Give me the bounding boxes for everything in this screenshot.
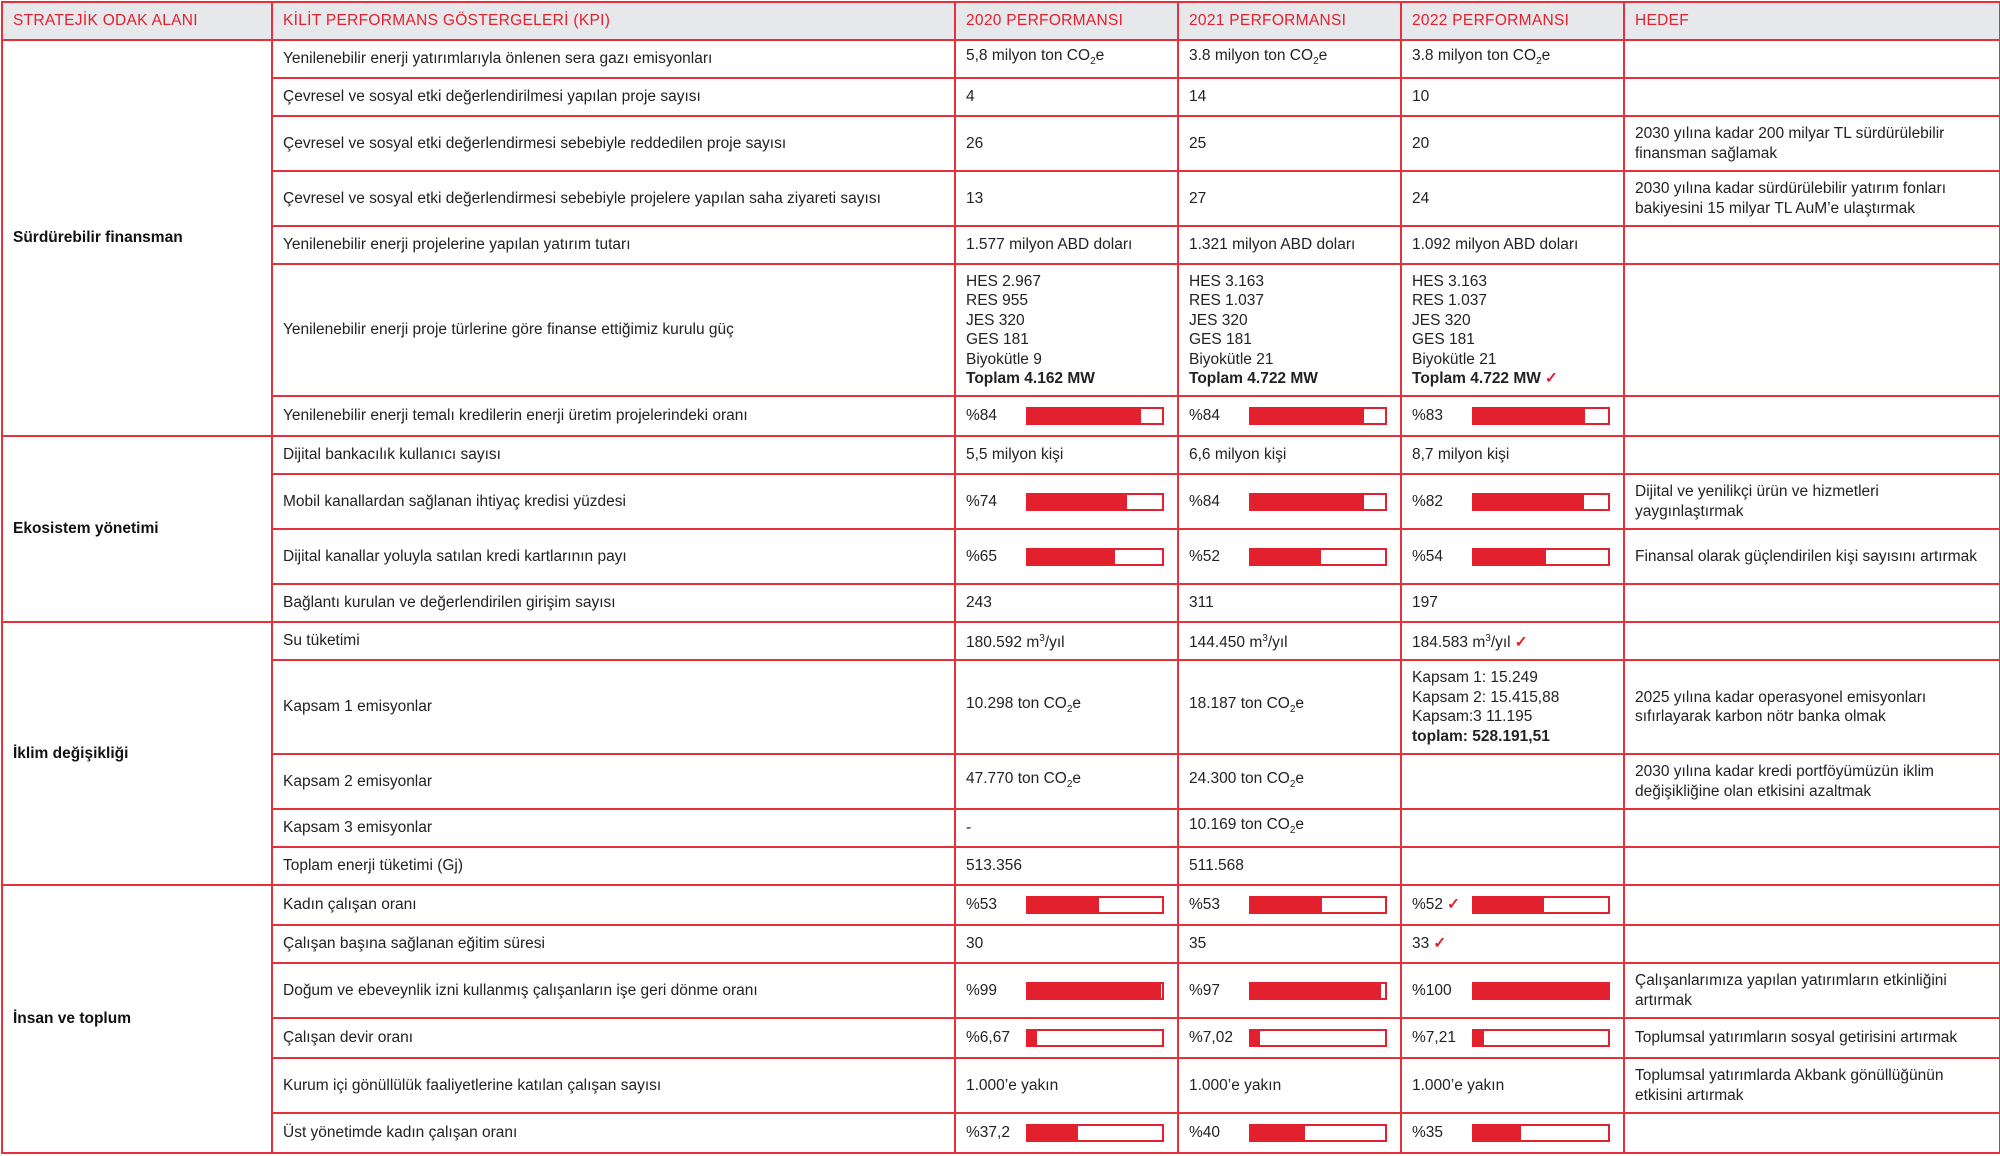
- check-icon: ✓: [1544, 370, 1558, 387]
- kpi-table: [1, 1, 2000, 1154]
- value-2021: HES 3.163 RES 1.037 JES 320 GES 181 Biyokütle 21 Toplam 4.722 MW: [1178, 264, 1401, 396]
- table-row: [2, 396, 2000, 436]
- value-2021: %53: [1178, 885, 1401, 925]
- area-people: İnsan ve toplum: [2, 885, 272, 1153]
- value-2021: %84: [1178, 474, 1401, 529]
- value-2021: 3.8 milyon ton $CO_2e$: [1178, 40, 1401, 78]
- progress-bar: [1026, 548, 1164, 566]
- area-ecosystem: Ekosistem yönetimi: [2, 436, 272, 622]
- value-2022: %52 ✓: [1401, 885, 1624, 925]
- kpi-cell: Çalışan başına sağlanan eğitim süresi: [272, 925, 955, 963]
- kpi-cell: Bağlantı kurulan ve değerlendirilen girişim sayısı: [272, 584, 955, 622]
- table-row: [2, 474, 2000, 529]
- check-icon: ✓: [1433, 935, 1447, 953]
- target-cell: [1624, 809, 2000, 847]
- progress-bar: [1472, 548, 1610, 566]
- target-cell: Dijital ve yenilikçi ürün ve hizmetleri yaygınlaştırmak: [1624, 474, 2000, 529]
- table-row: [2, 622, 2000, 660]
- table-row: [2, 847, 2000, 885]
- progress-bar: [1472, 982, 1610, 1000]
- kpi-cell: Kadın çalışan oranı: [272, 885, 955, 925]
- table-row: [2, 963, 2000, 1018]
- value-2022: 1.000’e yakın: [1401, 1058, 1624, 1113]
- value-2021: 311: [1178, 584, 1401, 622]
- progress-bar: [1026, 407, 1164, 425]
- table-row: [2, 809, 2000, 847]
- value-2020: %74: [955, 474, 1178, 529]
- target-cell: [1624, 264, 2000, 396]
- value-2021: 35: [1178, 925, 1401, 963]
- value-2022: %7,21: [1401, 1018, 1624, 1058]
- kpi-cell: Yenilenebilir enerji projelerine yapılan yatırım tutarı: [272, 226, 955, 264]
- progress-bar: [1026, 982, 1164, 1000]
- target-cell: Toplumsal yatırımların sosyal getirisini artırmak: [1624, 1018, 2000, 1058]
- header-row: [2, 2, 2000, 40]
- value-2020: %99: [955, 963, 1178, 1018]
- progress-bar: [1249, 1124, 1387, 1142]
- table-row: [2, 584, 2000, 622]
- value-2020: 47.770 ton $CO_2e$: [955, 754, 1178, 809]
- table-row: [2, 40, 2000, 78]
- value-2020: 13: [955, 171, 1178, 226]
- value-2020: 180.592 $m^3$/yıl: [955, 622, 1178, 660]
- value-2022: 3.8 milyon ton $CO_2e$: [1401, 40, 1624, 78]
- value-2021: 511.568: [1178, 847, 1401, 885]
- kpi-cell: Dijital bankacılık kullanıcı sayısı: [272, 436, 955, 474]
- value-2021: 6,6 milyon kişi: [1178, 436, 1401, 474]
- value-2020: 10.298 ton $CO_2e$: [955, 660, 1178, 754]
- value-2021: 144.450 $m^3$/yıl: [1178, 622, 1401, 660]
- check-icon: ✓: [1514, 634, 1528, 652]
- target-cell: [1624, 40, 2000, 78]
- target-cell: 2025 yılına kadar operasyonel emisyonları sıfırlayarak karbon nötr banka olmak: [1624, 660, 2000, 754]
- progress-bar: [1249, 896, 1387, 914]
- target-cell: [1624, 584, 2000, 622]
- progress-bar: [1249, 1029, 1387, 1047]
- value-2021: 24.300 ton $CO_2e$: [1178, 754, 1401, 809]
- value-2020: HES 2.967 RES 955 JES 320 GES 181 Biyokütle 9 Toplam 4.162 MW: [955, 264, 1178, 396]
- value-2021: %97: [1178, 963, 1401, 1018]
- table-row: [2, 1113, 2000, 1153]
- header-2021: 2021 PERFORMANSI: [1178, 2, 1401, 40]
- value-2020: 1.577 milyon ABD doları: [955, 226, 1178, 264]
- value-2021: %7,02: [1178, 1018, 1401, 1058]
- kpi-cell: Toplam enerji tüketimi (Gj): [272, 847, 955, 885]
- table-row: [2, 1058, 2000, 1113]
- area-climate: İklim değişikliği: [2, 622, 272, 885]
- target-cell: 2030 yılına kadar kredi portföyümüzün iklim değişikliğine olan etkisini azaltmak: [1624, 754, 2000, 809]
- value-2020: 243: [955, 584, 1178, 622]
- kpi-cell: Yenilenebilir enerji proje türlerine göre finanse ettiğimiz kurulu güç: [272, 264, 955, 396]
- value-2022: %54: [1401, 529, 1624, 584]
- target-cell: [1624, 1113, 2000, 1153]
- value-2020: 4: [955, 78, 1178, 116]
- kpi-cell: Üst yönetimde kadın çalışan oranı: [272, 1113, 955, 1153]
- value-2022: [1401, 847, 1624, 885]
- value-2020: %53: [955, 885, 1178, 925]
- progress-bar: [1026, 896, 1164, 914]
- value-2022: 184.583 $m^3$/yıl ✓: [1401, 622, 1624, 660]
- progress-bar: [1472, 896, 1610, 914]
- progress-bar: [1026, 1029, 1164, 1047]
- progress-bar: [1249, 982, 1387, 1000]
- table-row: [2, 529, 2000, 584]
- value-2022: 197: [1401, 584, 1624, 622]
- progress-bar: [1026, 493, 1164, 511]
- kpi-cell: Kapsam 2 emisyonlar: [272, 754, 955, 809]
- value-2022: %82: [1401, 474, 1624, 529]
- value-2020: 513.356: [955, 847, 1178, 885]
- kpi-cell: Yenilenebilir enerji temalı kredilerin enerji üretim projelerindeki oranı: [272, 396, 955, 436]
- header-area: STRATEJİK ODAK ALANI: [2, 2, 272, 40]
- value-2021: 25: [1178, 116, 1401, 171]
- kpi-cell: Doğum ve ebeveynlik izni kullanmış çalışanların işe geri dönme oranı: [272, 963, 955, 1018]
- target-cell: [1624, 226, 2000, 264]
- value-2022: [1401, 754, 1624, 809]
- area-sustainable-finance: Sürdürebilir finansman: [2, 40, 272, 436]
- value-2020: -: [955, 809, 1178, 847]
- value-2020: 26: [955, 116, 1178, 171]
- header-2022: 2022 PERFORMANSI: [1401, 2, 1624, 40]
- target-cell: 2030 yılına kadar 200 milyar TL sürdürülebilir finansman sağlamak: [1624, 116, 2000, 171]
- table-row: [2, 116, 2000, 171]
- table-row: [2, 885, 2000, 925]
- value-2022: 8,7 milyon kişi: [1401, 436, 1624, 474]
- value-2022: 1.092 milyon ABD doları: [1401, 226, 1624, 264]
- value-2022: 10: [1401, 78, 1624, 116]
- value-2021: 1.321 milyon ABD doları: [1178, 226, 1401, 264]
- target-cell: Toplumsal yatırımlarda Akbank gönüllüğünün etkisini artırmak: [1624, 1058, 2000, 1113]
- value-2020: %37,2: [955, 1113, 1178, 1153]
- kpi-cell: Çevresel ve sosyal etki değerlendirilmesi yapılan proje sayısı: [272, 78, 955, 116]
- value-2022: [1401, 809, 1624, 847]
- value-2021: 10.169 ton $CO_2e$: [1178, 809, 1401, 847]
- progress-bar: [1249, 493, 1387, 511]
- table-row: [2, 78, 2000, 116]
- table-row: [2, 660, 2000, 754]
- progress-bar: [1249, 407, 1387, 425]
- kpi-cell: Kapsam 3 emisyonlar: [272, 809, 955, 847]
- table-row: [2, 171, 2000, 226]
- progress-bar: [1472, 493, 1610, 511]
- kpi-cell: Yenilenebilir enerji yatırımlarıyla önlenen sera gazı emisyonları: [272, 40, 955, 78]
- target-cell: [1624, 847, 2000, 885]
- progress-bar: [1472, 1029, 1610, 1047]
- value-2021: 27: [1178, 171, 1401, 226]
- kpi-cell: Çevresel ve sosyal etki değerlendirmesi sebebiyle reddedilen proje sayısı: [272, 116, 955, 171]
- value-2022: HES 3.163 RES 1.037 JES 320 GES 181 Biyokütle 21 Toplam 4.722 MW ✓: [1401, 264, 1624, 396]
- header-2020: 2020 PERFORMANSI: [955, 2, 1178, 40]
- progress-bar: [1249, 548, 1387, 566]
- kpi-cell: Su tüketimi: [272, 622, 955, 660]
- table-row: [2, 226, 2000, 264]
- kpi-cell: Kapsam 1 emisyonlar: [272, 660, 955, 754]
- value-2022: %35: [1401, 1113, 1624, 1153]
- value-2022: Kapsam 1: 15.249 Kapsam 2: 15.415,88 Kapsam:3 11.195 toplam: 528.191,51: [1401, 660, 1624, 754]
- value-2021: 18.187 ton $CO_2e$: [1178, 660, 1401, 754]
- target-cell: [1624, 925, 2000, 963]
- progress-bar: [1472, 1124, 1610, 1142]
- target-cell: [1624, 885, 2000, 925]
- header-target: HEDEF: [1624, 2, 2000, 40]
- value-2021: %40: [1178, 1113, 1401, 1153]
- target-cell: [1624, 622, 2000, 660]
- value-2022: 24: [1401, 171, 1624, 226]
- value-2020: %6,67: [955, 1018, 1178, 1058]
- target-cell: 2030 yılına kadar sürdürülebilir yatırım fonları bakiyesini 15 milyar TL AuM’e ulaştırmak: [1624, 171, 2000, 226]
- kpi-cell: Çalışan devir oranı: [272, 1018, 955, 1058]
- target-cell: [1624, 78, 2000, 116]
- target-cell: Finansal olarak güçlendirilen kişi sayısını artırmak: [1624, 529, 2000, 584]
- kpi-cell: Çevresel ve sosyal etki değerlendirmesi sebebiyle projelere yapılan saha ziyareti sayısı: [272, 171, 955, 226]
- value-2021: %84: [1178, 396, 1401, 436]
- value-2022: 20: [1401, 116, 1624, 171]
- table-row: [2, 754, 2000, 809]
- target-cell: Çalışanlarımıza yapılan yatırımların etkinliğini artırmak: [1624, 963, 2000, 1018]
- value-2022: %83: [1401, 396, 1624, 436]
- value-2020: 5,8 milyon ton $CO_2e$: [955, 40, 1178, 78]
- table-row: [2, 925, 2000, 963]
- kpi-cell: Mobil kanallardan sağlanan ihtiyaç kredisi yüzdesi: [272, 474, 955, 529]
- value-2020: 5,5 milyon kişi: [955, 436, 1178, 474]
- value-2021: 1.000’e yakın: [1178, 1058, 1401, 1113]
- check-icon: ✓: [1447, 896, 1461, 914]
- kpi-cell: Kurum içi gönüllülük faaliyetlerine katılan çalışan sayısı: [272, 1058, 955, 1113]
- table-row: [2, 1018, 2000, 1058]
- value-2021: 14: [1178, 78, 1401, 116]
- progress-bar: [1472, 407, 1610, 425]
- value-2022: %100: [1401, 963, 1624, 1018]
- target-cell: [1624, 436, 2000, 474]
- header-kpi: KİLİT PERFORMANS GÖSTERGELERİ (KPI): [272, 2, 955, 40]
- value-2020: 1.000’e yakın: [955, 1058, 1178, 1113]
- kpi-cell: Dijital kanallar yoluyla satılan kredi kartlarının payı: [272, 529, 955, 584]
- table-row: [2, 436, 2000, 474]
- value-2022: 33 ✓: [1401, 925, 1624, 963]
- progress-bar: [1026, 1124, 1164, 1142]
- value-2020: %65: [955, 529, 1178, 584]
- value-2021: %52: [1178, 529, 1401, 584]
- target-cell: [1624, 396, 2000, 436]
- value-2020: %84: [955, 396, 1178, 436]
- table-row: [2, 264, 2000, 396]
- value-2020: 30: [955, 925, 1178, 963]
